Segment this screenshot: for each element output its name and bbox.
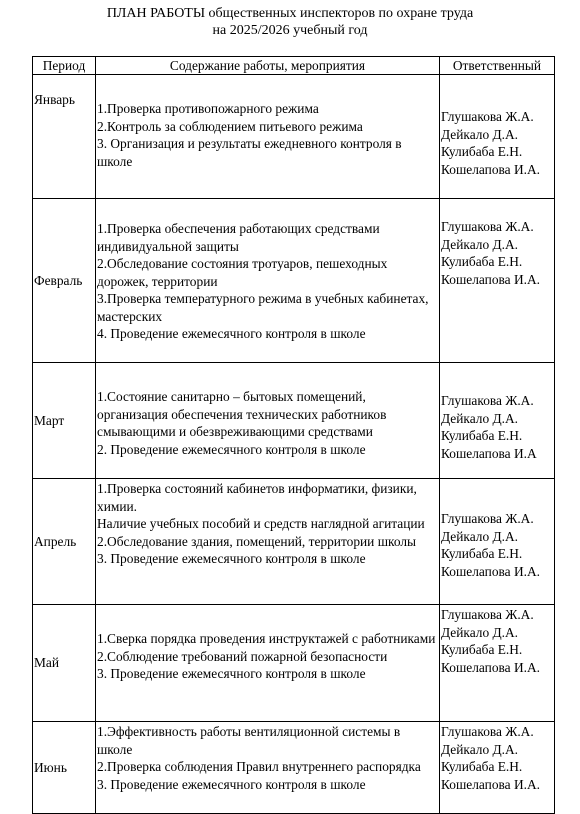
responsible-person: Дейкало Д.А. bbox=[441, 236, 518, 252]
content-cell bbox=[96, 363, 440, 479]
table-row bbox=[33, 722, 555, 814]
table-row bbox=[33, 199, 555, 363]
header-responsible: Ответственный bbox=[440, 57, 555, 75]
responsible-person: Кошелапова И.А. bbox=[441, 161, 540, 177]
content-cell bbox=[96, 479, 440, 605]
content-item: 2.Обследование здания, помещений, территории школы bbox=[97, 533, 417, 549]
responsible-person: Глушакова Ж.А. bbox=[441, 219, 534, 234]
responsible-person: Кошелапова И.А. bbox=[441, 563, 540, 579]
content-item: 2.Соблюдение требований пожарной безопасности bbox=[97, 648, 388, 664]
responsible-person: Кошелапова И.А bbox=[441, 445, 537, 461]
period-cell: Март bbox=[33, 363, 96, 479]
content-item: 3. Организация и результаты ежедневного контроля в школе bbox=[97, 136, 405, 169]
content-cell bbox=[96, 605, 440, 722]
content-item: 2.Обследование состояния тротуаров, пешеходных дорожек, территории bbox=[97, 256, 391, 289]
responsible-person: Дейкало Д.А. bbox=[441, 410, 518, 426]
responsible-person: Глушакова Ж.А. bbox=[441, 724, 534, 739]
content-item: Наличие учебных пособий и средств наглядной агитации bbox=[97, 516, 425, 531]
content-item: 3. Проведение ежемесячного контроля в школе bbox=[97, 666, 366, 681]
content-item: 1.Проверка состояний кабинетов информатики, физики, химии. bbox=[97, 481, 421, 514]
responsible-person: Дейкало Д.А. bbox=[441, 624, 518, 640]
responsible-cell bbox=[440, 363, 555, 479]
responsible-person: Кулибаба Е.Н. bbox=[441, 759, 523, 774]
responsible-person: Кошелапова И.А. bbox=[441, 271, 540, 287]
responsible-person: Кошелапова И.А. bbox=[441, 776, 540, 792]
responsible-person: Кошелапова И.А. bbox=[441, 659, 540, 675]
responsible-cell bbox=[440, 75, 555, 199]
content-item: 1.Эффективность работы вентиляционной системы в школе bbox=[97, 724, 404, 757]
table-row bbox=[33, 605, 555, 722]
title-line-2: на 2025/2026 учебный год bbox=[212, 23, 368, 38]
responsible-person: Дейкало Д.А. bbox=[441, 126, 518, 142]
responsible-person: Глушакова Ж.А. bbox=[441, 607, 534, 622]
period-cell: Май bbox=[33, 605, 96, 722]
responsible-cell bbox=[440, 605, 555, 722]
responsible-cell bbox=[440, 479, 555, 605]
responsible-person: Кулибаба Е.Н. bbox=[441, 428, 523, 443]
content-item: 2. Проведение ежемесячного контроля в школе bbox=[97, 441, 366, 457]
table-row bbox=[33, 479, 555, 605]
responsible-person: Дейкало Д.А. bbox=[441, 528, 518, 544]
responsible-cell bbox=[440, 722, 555, 814]
content-item: 1.Сверка порядка проведения инструктажей с работниками bbox=[97, 631, 436, 646]
work-plan-table bbox=[32, 56, 555, 814]
content-item: 3.Проверка температурного режима в учебных кабинетах, мастерских bbox=[97, 291, 432, 324]
content-cell bbox=[96, 75, 440, 199]
document-title bbox=[0, 5, 580, 39]
content-item: 1.Проверка противопожарного режима bbox=[97, 101, 319, 116]
period-cell: Февраль bbox=[33, 199, 96, 363]
table-header-row bbox=[33, 57, 555, 75]
period-cell: Январь bbox=[33, 75, 96, 199]
responsible-person: Глушакова Ж.А. bbox=[441, 393, 534, 408]
content-cell bbox=[96, 722, 440, 814]
table-row bbox=[33, 75, 555, 199]
responsible-person: Кулибаба Е.Н. bbox=[441, 144, 523, 159]
content-item: 4. Проведение ежемесячного контроля в школе bbox=[97, 326, 366, 341]
period-cell: Июнь bbox=[33, 722, 96, 814]
header-period: Период bbox=[33, 57, 96, 75]
table-row bbox=[33, 363, 555, 479]
content-cell bbox=[96, 199, 440, 363]
content-item: 3. Проведение ежемесячного контроля в школе bbox=[97, 776, 366, 792]
responsible-person: Кулибаба Е.Н. bbox=[441, 254, 523, 269]
period-cell: Апрель bbox=[33, 479, 96, 605]
header-content: Содержание работы, мероприятия bbox=[96, 57, 440, 75]
responsible-person: Дейкало Д.А. bbox=[441, 741, 518, 757]
responsible-person: Кулибаба Е.Н. bbox=[441, 546, 523, 561]
responsible-person: Глушакова Ж.А. bbox=[441, 109, 534, 124]
responsible-person: Глушакова Ж.А. bbox=[441, 511, 534, 526]
content-item: 2.Проверка соблюдения Правил внутреннего распорядка bbox=[97, 759, 421, 774]
content-item: 2.Контроль за соблюдением питьевого режима bbox=[97, 118, 363, 134]
content-item: 1.Состояние санитарно – бытовых помещений, организация обеспечения технических работников смывающими и обезвреживающими средствами bbox=[97, 389, 390, 439]
title-line-1: ПЛАН РАБОТЫ общественных инспекторов по охране труда bbox=[106, 6, 474, 21]
content-item: 3. Проведение ежемесячного контроля в школе bbox=[97, 551, 366, 566]
content-item: 1.Проверка обеспечения работающих средствами индивидуальной защиты bbox=[97, 221, 383, 254]
responsible-cell bbox=[440, 199, 555, 363]
responsible-person: Кулибаба Е.Н. bbox=[441, 642, 523, 657]
